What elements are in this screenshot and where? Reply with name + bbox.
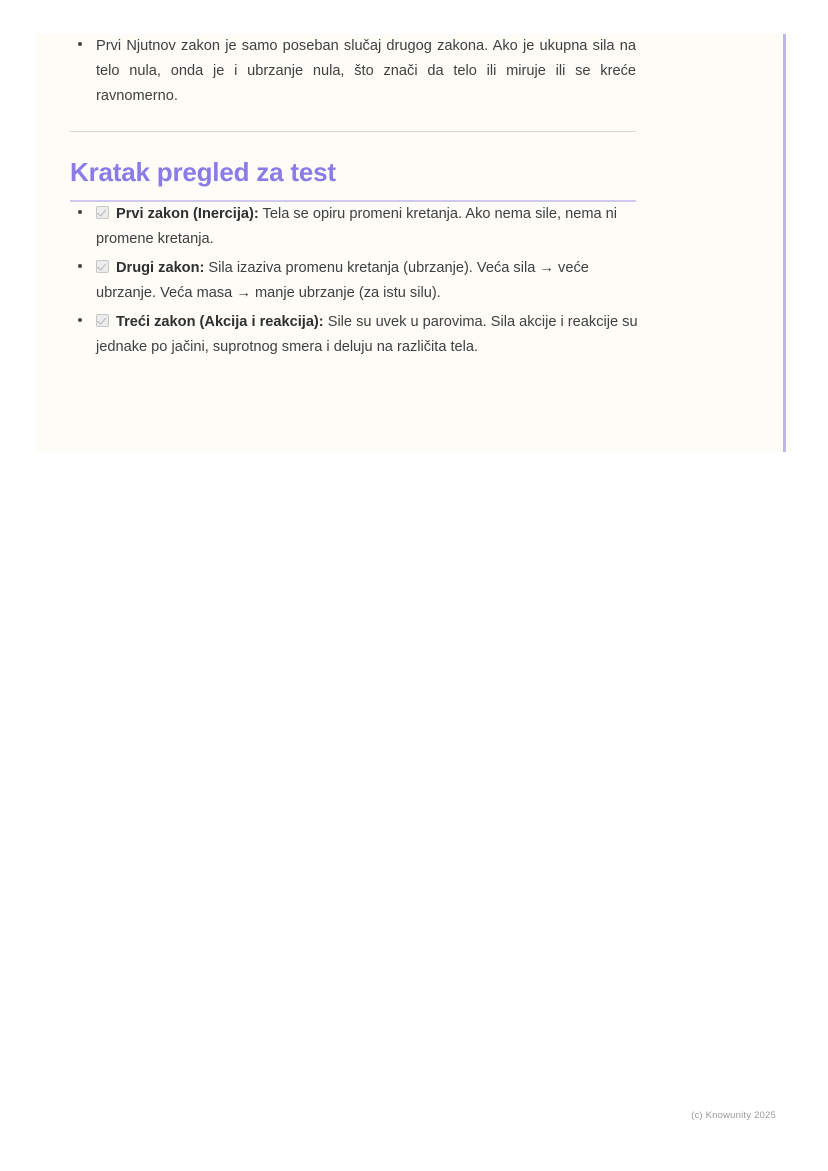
content-body <box>70 34 670 364</box>
checklist-item-text: Tela se opiru promeni kretanja. Ako nema sile, nema ni promene kretanja. <box>96 206 618 247</box>
list-item <box>70 34 670 109</box>
checkbox-checked-icon[interactable] <box>96 260 109 273</box>
bullet-dot-icon <box>78 42 82 46</box>
bullet-dot-icon <box>78 318 82 322</box>
list-item <box>70 256 670 306</box>
section-divider <box>70 131 636 132</box>
bullet-dot-icon <box>78 264 82 268</box>
list-item <box>70 202 670 252</box>
section-title: Kratak pregled za test <box>70 157 336 187</box>
content-card <box>36 34 792 452</box>
right-accent-rule <box>783 34 786 452</box>
checklist-line <box>96 310 641 360</box>
checklist-item-label: Treći zakon (Akcija i reakcija): <box>116 314 324 330</box>
checklist-line <box>96 256 641 306</box>
checkbox-checked-icon[interactable] <box>96 314 109 327</box>
checklist-line <box>96 202 641 252</box>
list-item <box>70 310 670 360</box>
checklist <box>70 202 670 360</box>
checklist-item-text: Sila izaziva promenu kretanja (ubrzanje). Veća sila → veće ubrzanje. Veća masa → manje ubrzanje (za istu silu). <box>96 260 589 301</box>
bullet-dot-icon <box>78 210 82 214</box>
checklist-item-text: Sile su uvek u parovima. Sila akcije i reakcije su jednake po jačini, suprotnog smera i deluju na različita tela. <box>96 314 638 355</box>
footer-copyright: (c) Knowunity 2025 <box>691 1110 776 1121</box>
checklist-item-label: Drugi zakon: <box>116 260 205 276</box>
intro-paragraph: Prvi Njutnov zakon je samo poseban slučaj drugog zakona. Ako je ukupna sila na telo nula, onda je i ubrzanje nula, što znači da telo ili miruje ili se kreće ravnomerno. <box>96 38 636 104</box>
intro-bullet-list <box>70 34 670 109</box>
checklist-item-label: Prvi zakon (Inercija): <box>116 206 259 222</box>
checkbox-checked-icon[interactable] <box>96 206 109 219</box>
